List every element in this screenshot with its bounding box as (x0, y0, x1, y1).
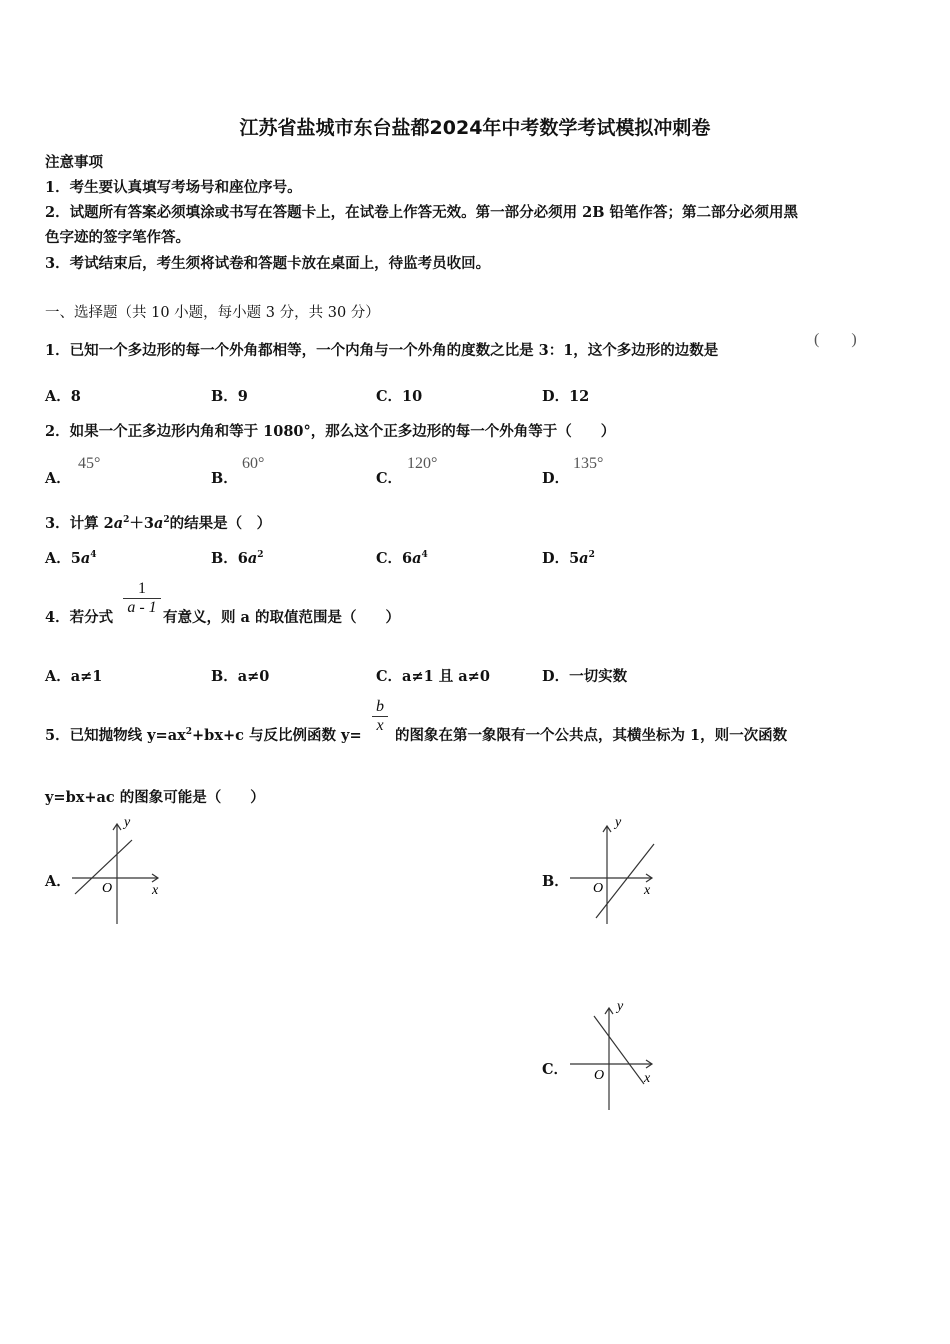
q5-graph-a (70, 812, 170, 927)
q5-fraction-numerator: b (376, 698, 384, 715)
notice-item-1: 1．考生要认真填写考场号和座位序号。 (45, 179, 302, 196)
q5-graph-c (566, 996, 666, 1114)
notice-heading: 注意事项 (45, 154, 103, 171)
q2-option-b-letter: B． (211, 470, 238, 487)
q1-option-b: B．9 (211, 388, 248, 405)
q2-option-c-letter: C． (376, 470, 403, 487)
q4-fraction (123, 580, 161, 617)
q2-option-a-letter: A． (45, 470, 71, 487)
notice-item-3: 3．考试结束后，考生须将试卷和答题卡放在桌面上，待监考员收回。 (45, 255, 491, 272)
notice-item-2-cont: 色字迹的签字笔作答。 (45, 229, 190, 246)
function-line (596, 844, 654, 918)
q5-fraction (372, 698, 388, 735)
notice-item-2: 2．试题所有答案必须填涂或书写在答题卡上，在试卷上作答无效。第一部分必须用 2B 铅笔作答；第二部分必须用黑 (45, 204, 799, 221)
q1-answer-paren: ( ) (814, 331, 857, 348)
section-heading: 一、选择题（共 10 小题，每小题 3 分，共 30 分） (45, 305, 380, 321)
q5-option-b-letter: B． (542, 873, 569, 890)
origin-label: O (102, 881, 113, 896)
page-title: 江苏省盐城市东台盐都2024年中考数学考试模拟冲刺卷 (239, 117, 711, 139)
q2-option-c-value: 120° (407, 455, 438, 472)
q3-option-b: B．$6a^2$ (211, 550, 264, 567)
q2-option-a-value: 45° (78, 455, 101, 472)
q4-option-d: D．一切实数 (542, 668, 628, 685)
q3-stem: 3．计算 $2a^2+3a^2$的结果是（ ） (45, 515, 272, 532)
q2-option-d-value: 135° (573, 455, 604, 472)
q3-option-a: A．$5a^4$ (45, 550, 97, 567)
q2-option-d-letter: D． (542, 470, 570, 487)
q5-stem-line2: y=bx+ac 的图象可能是（ ） (45, 789, 265, 806)
q4-option-a: A．a≠1 (45, 668, 103, 685)
q3-option-d: D．$5a^2$ (542, 550, 595, 567)
q2-option-b-value: 60° (242, 455, 265, 472)
y-axis-label: y (617, 999, 624, 1014)
x-axis-label: x (644, 1071, 651, 1086)
q5-stem-prefix: 5．已知抛物线 $y=ax^2+bx+c$ 与反比例函数 y= (45, 727, 362, 744)
q4-option-c: C．a≠1 且 a≠0 (376, 668, 490, 685)
q4-fraction-numerator: 1 (138, 580, 146, 597)
q5-option-c-letter: C． (542, 1061, 569, 1078)
origin-label: O (594, 1068, 605, 1083)
y-axis-label: y (124, 815, 131, 830)
q5-option-a-letter: A． (45, 873, 71, 890)
origin-label: O (593, 881, 604, 896)
q1-option-c: C．10 (376, 388, 423, 405)
q5-fraction-denominator: x (372, 716, 388, 735)
x-axis-label: x (644, 883, 651, 898)
q1-stem: 1．已知一个多边形的每一个外角都相等，一个内角与一个外角的度数之比是 3：1，这个多边形的边数是 (45, 342, 719, 359)
q2-stem: 2．如果一个正多边形内角和等于 1080°，那么这个正多边形的每一个外角等于（ ） (45, 423, 616, 440)
q5-stem-suffix: 的图象在第一象限有一个公共点，其横坐标为 1，则一次函数 (395, 727, 788, 744)
q4-stem-suffix: 有意义，则 a 的取值范围是（ ） (163, 609, 400, 626)
q4-fraction-denominator: a - 1 (123, 598, 161, 617)
y-axis-label: y (615, 815, 622, 830)
q4-stem-prefix: 4．若分式 (45, 609, 114, 626)
q5-graph-b (566, 812, 666, 927)
q4-option-b: B．a≠0 (211, 668, 270, 685)
q3-option-c: C．$6a^4$ (376, 550, 428, 567)
x-axis-label: x (152, 883, 159, 898)
q1-option-a: A．8 (45, 388, 81, 405)
q1-option-d: D．12 (542, 388, 590, 405)
